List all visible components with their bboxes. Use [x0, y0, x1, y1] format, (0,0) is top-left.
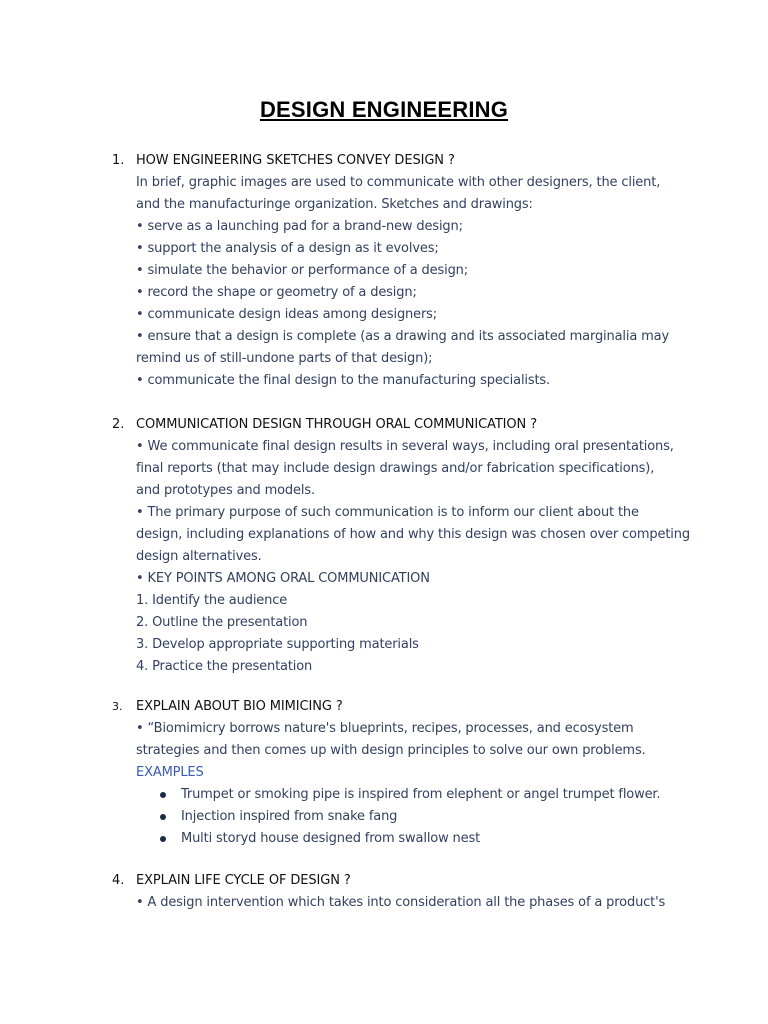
examples-list [136, 784, 696, 850]
text-line: and prototypes and models. [136, 483, 315, 498]
text-line: • ensure that a design is complete (as a drawing and its associated marginalia may [136, 329, 670, 344]
section-title: HOW ENGINEERING SKETCHES CONVEY DESIGN ? [136, 153, 455, 168]
section-body [136, 892, 696, 914]
section-heading [0, 870, 768, 892]
section-body [136, 436, 696, 678]
section-4 [0, 870, 768, 914]
section-body [136, 718, 696, 850]
text-line: • communicate the final design to the manufacturing specialists. [136, 373, 551, 388]
text-line: • record the shape or geometry of a design; [136, 285, 417, 300]
list-item [136, 784, 696, 806]
section-title: COMMUNICATION DESIGN THROUGH ORAL COMMUNICATION ? [136, 417, 538, 432]
list-item-text: Trumpet or smoking pipe is inspired from elephent or angel trumpet flower. [181, 787, 661, 802]
text-line: • A design intervention which takes into consideration all the phases of a product's [136, 895, 666, 910]
text-line: 1. Identify the audience [136, 593, 288, 608]
document-title: DESIGN ENGINEERING [259, 97, 509, 122]
section-number: 3. [112, 700, 123, 713]
text-line: • “Biomimicry borrows nature's blueprints, recipes, processes, and ecosystem [136, 721, 634, 736]
text-line: and the manufacturinge organization. Sketches and drawings: [136, 197, 533, 212]
text-line: 3. Develop appropriate supporting materials [136, 637, 419, 652]
section-2 [0, 414, 768, 678]
section-title: EXPLAIN LIFE CYCLE OF DESIGN ? [136, 873, 351, 888]
text-line: remind us of still-undone parts of that design); [136, 351, 433, 366]
section-body [136, 172, 696, 392]
list-item [136, 828, 696, 850]
text-line: 2. Outline the presentation [136, 615, 308, 630]
bullet-icon [160, 814, 166, 820]
text-line: • We communicate final design results in several ways, including oral presentations, [136, 439, 674, 454]
section-title: EXPLAIN ABOUT BIO MIMICING ? [136, 699, 343, 714]
bullet-icon [160, 792, 166, 798]
list-item [136, 806, 696, 828]
text-line: • serve as a launching pad for a brand-new design; [136, 219, 463, 234]
section-number: 1. [112, 153, 125, 168]
text-line: design alternatives. [136, 549, 262, 564]
text-line: • communicate design ideas among designers; [136, 307, 438, 322]
section-heading [0, 150, 768, 172]
text-line: strategies and then comes up with design principles to solve our own problems. [136, 743, 646, 758]
text-line: • The primary purpose of such communication is to inform our client about the [136, 505, 639, 520]
section-3 [0, 696, 768, 850]
text-line: 4. Practice the presentation [136, 659, 313, 674]
section-heading [0, 414, 768, 436]
examples-label: EXAMPLES [136, 765, 204, 780]
text-line: final reports (that may include design drawings and/or fabrication specifications), [136, 461, 655, 476]
text-line: • simulate the behavior or performance of a design; [136, 263, 468, 278]
text-line: design, including explanations of how and why this design was chosen over competing [136, 527, 690, 542]
list-item-text: Injection inspired from snake fang [181, 809, 398, 824]
section-heading [0, 696, 768, 718]
section-number: 4. [112, 873, 125, 888]
text-line: • KEY POINTS AMONG ORAL COMMUNICATION [136, 571, 430, 586]
section-1 [0, 150, 768, 392]
bullet-icon [160, 836, 166, 842]
text-line: In brief, graphic images are used to communicate with other designers, the client, [136, 175, 661, 190]
list-item-text: Multi storyd house designed from swallow nest [181, 831, 481, 846]
text-line: • support the analysis of a design as it evolves; [136, 241, 439, 256]
section-number: 2. [112, 417, 125, 432]
